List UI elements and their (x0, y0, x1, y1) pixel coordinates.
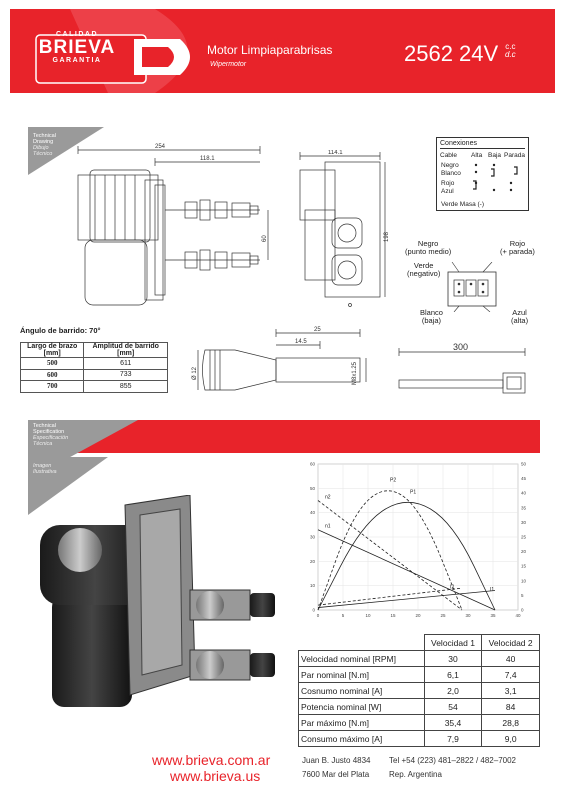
conn-row-rojo: Rojo (441, 180, 455, 187)
dim-m8: M8x1.25 (352, 361, 358, 385)
spec-corner (299, 635, 425, 651)
label-verde: Verde (negativo) (407, 261, 441, 278)
logo-text (34, 31, 120, 64)
cc-label: c.c (505, 42, 516, 51)
connections-title: Conexiones (440, 140, 477, 147)
table-row (299, 715, 540, 731)
chart-series-i1 (318, 591, 495, 608)
chart-label-n2: n2 (325, 494, 331, 501)
logo-brand: BRIEVA (38, 37, 116, 58)
motor-front-drawing (290, 150, 390, 310)
connections-table (436, 137, 529, 211)
spec-cell: 6,1 (424, 667, 482, 683)
motor-illustration (30, 495, 285, 720)
spec-col-velocidad-1: Velocidad 1 (424, 635, 482, 651)
spec-cell: 7,9 (424, 731, 482, 747)
chart-label-i2: I2 (450, 584, 455, 591)
website-link-us[interactable]: www.brieva.us (170, 768, 261, 784)
sweep-cell: 733 (84, 369, 168, 381)
spec-cell: 28,8 (482, 715, 540, 731)
sweep-cell: 600 (21, 369, 84, 381)
spec-header (299, 635, 540, 651)
chart-y-tick: 40 (309, 510, 315, 516)
spec-col-velocidad-2: Velocidad 2 (482, 635, 540, 651)
chart-series-p1 (318, 502, 495, 610)
chart-x-tick: 5 (341, 613, 345, 618)
dim-d12: Ø 12 (192, 366, 198, 380)
spec-cell: 84 (482, 699, 540, 715)
spec-cell: 35,4 (424, 715, 482, 731)
chart-y2-tick: 30 (521, 519, 527, 525)
dim-14-5: 14.5 (295, 339, 307, 345)
label-negro: Negro (punto medio) (405, 239, 452, 256)
spec-cell: 2,0 (424, 683, 482, 699)
technical-spec-label: Technical Specification Especificación Técnica (33, 423, 69, 447)
dc-label: d.c (505, 50, 516, 59)
chart-x-tick: 30 (465, 613, 471, 618)
table-row (299, 699, 540, 715)
technical-drawing-label: Technical Drawing Dibujo Técnico (33, 133, 56, 157)
spec-cell: 54 (424, 699, 482, 715)
logo-calidad: CALIDAD (56, 31, 98, 38)
chart-y-tick: 50 (309, 485, 315, 491)
address-city: 7600 Mar del Plata (302, 770, 370, 779)
chart-y2-tick: 20 (521, 549, 527, 555)
table-row (21, 381, 168, 393)
chart-y2-tick: 5 (521, 592, 524, 598)
dim-254: 254 (155, 144, 166, 150)
sweep-header (21, 343, 168, 358)
chart-x-tick: 20 (415, 613, 421, 618)
col-alta: Alta (471, 152, 483, 159)
chart-y-tick: 60 (309, 461, 315, 467)
image-label: Imagen Ilustrativa (33, 463, 57, 475)
conn-row-azul: Azul (441, 188, 454, 195)
chart-y2-tick: 10 (521, 578, 527, 584)
conn-masa: Verde Masa (-) (441, 201, 484, 208)
spec-label: Par nominal [N.m] (299, 667, 425, 683)
sweep-table (20, 342, 168, 393)
cable-drawing (395, 340, 535, 400)
table-row (299, 731, 540, 747)
motor-side-drawing (60, 140, 275, 310)
col-cable: Cable (440, 152, 457, 159)
conn-row-negro: Negro (441, 162, 459, 169)
spec-cell: 7,4 (482, 667, 540, 683)
current-type (505, 43, 516, 59)
conn-row-blanco: Blanco (441, 170, 461, 177)
spec-table (298, 634, 540, 747)
dim-300: 300 (453, 342, 469, 352)
col-baja: Baja (488, 152, 502, 159)
table-row (21, 358, 168, 370)
dim-60: 60 (262, 235, 268, 242)
address-street: Juan B. Justo 4834 (302, 756, 371, 765)
performance-chart (296, 456, 540, 632)
spec-cell: 9,0 (482, 731, 540, 747)
table-row (21, 369, 168, 381)
col-parada: Parada (504, 152, 525, 159)
label-blanco: Blanco (baja) (420, 308, 443, 325)
sweep-title: Ángulo de barrido: 70° (20, 326, 101, 335)
phone-numbers: Tel +54 (223) 481–2822 / 482–7002 (389, 756, 516, 765)
country: Rep. Argentina (389, 770, 442, 779)
chart-y-tick: 0 (312, 607, 315, 613)
table-row (299, 667, 540, 683)
chart-y2-tick: 50 (521, 461, 527, 467)
table-row (299, 683, 540, 699)
chart-series-p2 (318, 491, 462, 610)
product-subtitle: Wipermotor (210, 61, 247, 68)
spec-cell: 30 (424, 651, 482, 667)
connection-diagram (471, 160, 526, 196)
spec-label: Par máximo [N.m] (299, 715, 425, 731)
chart-x-tick: 25 (440, 613, 446, 618)
sweep-col2: Amplitud de barrido [mm] (84, 343, 168, 358)
label-rojo: Rojo (+ parada) (500, 239, 535, 256)
label-azul: Azul (alta) (511, 308, 529, 325)
chart-y2-tick: 40 (521, 490, 527, 496)
spec-label: Consumo máximo [A] (299, 731, 425, 747)
spec-label: Cosnumo nominal [A] (299, 683, 425, 699)
chart-y2-tick: 45 (521, 476, 527, 482)
chart-x-tick: 35 (490, 613, 496, 618)
product-title: Motor Limpiaparabrisas (207, 43, 333, 57)
logo-garantia: GARANTIA (52, 57, 102, 64)
dim-114: 114.1 (328, 150, 343, 156)
shaft-drawing (190, 325, 370, 410)
model-number: 2562 24V (404, 41, 499, 66)
chart-y-tick: 10 (309, 583, 315, 589)
sweep-cell: 855 (84, 381, 168, 393)
sweep-cell: 611 (84, 358, 168, 370)
chart-x-tick: 15 (390, 613, 396, 618)
spec-cell: 3,1 (482, 683, 540, 699)
website-link-ar[interactable]: www.brieva.com.ar (152, 752, 271, 768)
chart-y2-tick: 15 (521, 563, 527, 569)
chart-label-i1: I1 (490, 586, 495, 593)
chart-series-i2 (318, 588, 462, 605)
dim-25: 25 (314, 327, 321, 333)
chart-y2-tick: 0 (521, 607, 524, 613)
spec-label: Potencia nominal [W] (299, 699, 425, 715)
chart-label-p2: P2 (390, 477, 397, 484)
sweep-col1: Largo de brazo [mm] (21, 343, 84, 358)
sweep-cell: 700 (21, 381, 84, 393)
chart-label-n1: n1 (325, 523, 331, 530)
chart-series-n1 (318, 530, 495, 610)
spec-cell: 40 (482, 651, 540, 667)
chart-y2-tick: 35 (521, 505, 527, 511)
spec-label: Velocidad nominal [RPM] (299, 651, 425, 667)
chart-x-tick: 10 (365, 613, 371, 618)
table-row (299, 651, 540, 667)
dim-118: 118.1 (200, 156, 215, 162)
chart-y-tick: 30 (309, 534, 315, 540)
chart-y2-tick: 25 (521, 534, 527, 540)
chart-x-tick: 40 (515, 613, 521, 618)
connector-diagram (440, 262, 500, 312)
chart-x-tick: 0 (316, 613, 320, 618)
chart-label-p1: P1 (410, 489, 417, 496)
chart-y-tick: 20 (309, 558, 315, 564)
dim-198: 198 (384, 231, 390, 242)
sweep-cell: 500 (21, 358, 84, 370)
